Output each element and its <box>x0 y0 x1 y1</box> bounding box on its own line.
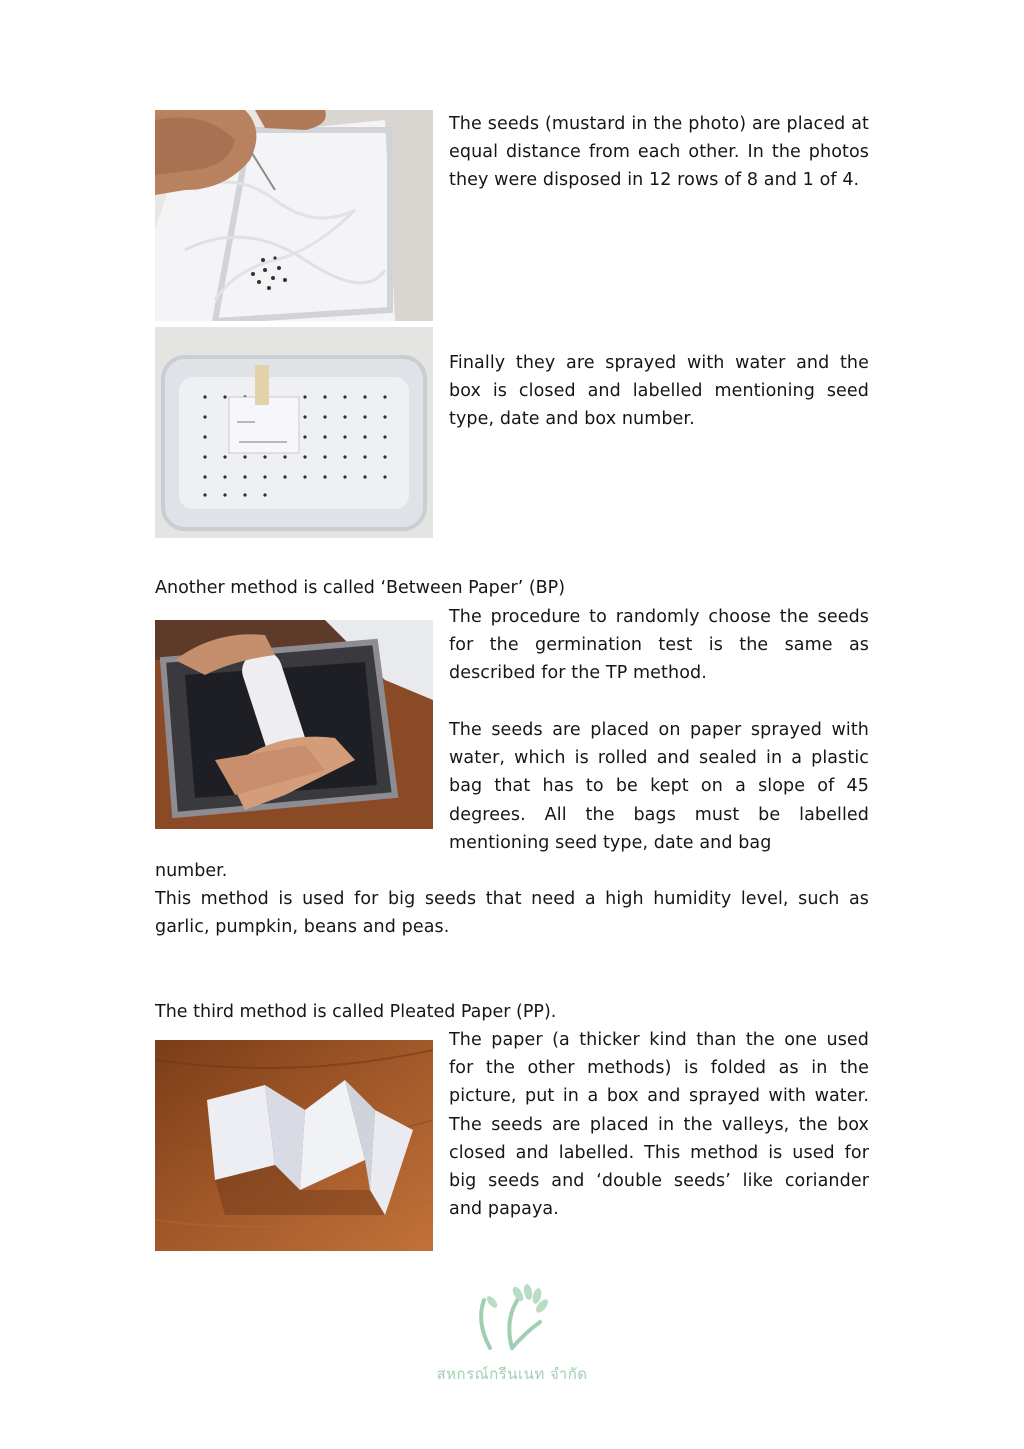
bp-usage-paragraph: This method is used for big seeds that need a high humidity level, such as garlic, pumpkin, beans and peas. <box>155 889 869 938</box>
greennet-logo <box>420 1282 604 1392</box>
pleated-paper-heading: The third method is called Pleated Paper (PP). <box>155 1002 557 1022</box>
between-paper-heading: Another method is called ‘Between Paper’ (BP) <box>155 578 566 598</box>
pp-description-paragraph: The paper (a thicker kind than the one used for the other methods) is folded as in the picture, put in a box and sprayed with water. The seeds are placed in the valleys, the box closed and labelled. This method is used for big seeds and ‘double seeds’ like coriander and papaya. <box>449 1030 869 1220</box>
closed-box-photo <box>155 327 433 538</box>
bp-seeds-paragraph-end: number. <box>155 861 228 881</box>
seed-placement-paragraph: The seeds (mustard in the photo) are placed at equal distance from each other. In the photos they were disposed in 12 rows of 8 and 1 of 4. <box>449 114 869 191</box>
between-paper-photo <box>155 620 433 829</box>
spray-label-paragraph: Finally they are sprayed with water and the box is closed and labelled mentioning seed type, date and box number. <box>449 353 869 430</box>
bp-seeds-paragraph: The seeds are placed on paper sprayed with water, which is rolled and sealed in a plastic bag that has to be kept on a slope of 45 degrees. All the bags must be labelled mentioning seed type, date and bag <box>449 720 869 853</box>
seeds-placing-photo <box>155 110 433 321</box>
logo-text: สหกรณ์กรีนเนท จำกัด <box>436 1365 588 1383</box>
greennet-leaf-icon <box>420 1282 604 1358</box>
pleated-paper-photo <box>155 1040 433 1251</box>
bp-procedure-paragraph: The procedure to randomly choose the seeds for the germination test is the same as described for the TP method. <box>449 607 869 684</box>
